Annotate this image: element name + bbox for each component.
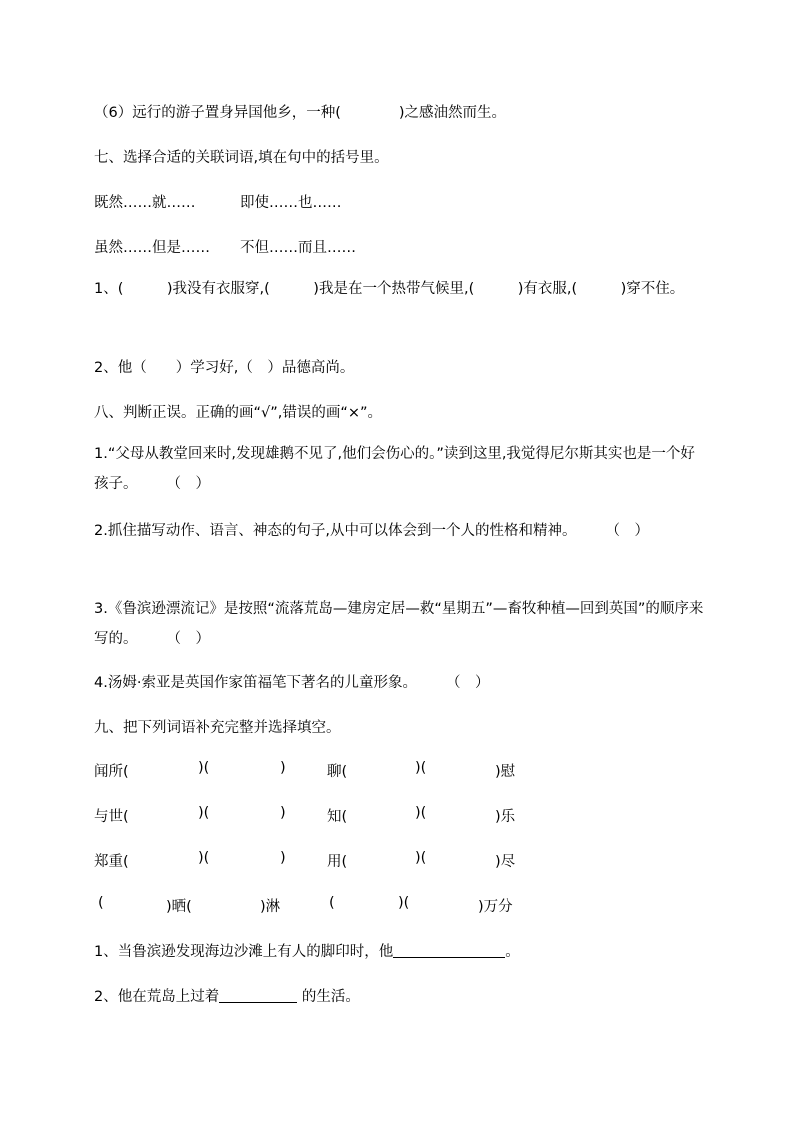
word-cell: )万分 (478, 899, 513, 915)
word-cell: 聊( (327, 764, 348, 780)
fill-in-text: 。 (505, 944, 520, 960)
word-cell: )尽 (495, 854, 516, 870)
option: 即使……也…… (240, 195, 342, 211)
fill-in-text: 的生活。 (297, 989, 360, 1005)
word-cell: )淋 (260, 899, 281, 915)
conjunction-options-row-1 (94, 191, 196, 212)
word-row (94, 895, 694, 919)
fill-in-question-1 (94, 940, 520, 961)
fill-in-text: 2、他在荒岛上过着 (94, 989, 220, 1005)
word-cell: )( (198, 850, 210, 866)
word-cell: )( (198, 760, 210, 776)
word-cell: ( (98, 895, 104, 911)
section-7-title: 七、选择合适的关联词语,填在句中的括号里。 (94, 150, 389, 166)
section-8-question-2: 2.抓住描写动作、语言、神态的句子,从中可以体会到一个人的性格和精神。 （ ） (94, 523, 649, 539)
word-row (94, 805, 694, 829)
word-cell: )( (398, 895, 410, 911)
option: 虽然……但是…… (94, 240, 210, 256)
word-cell: ( (329, 895, 335, 911)
word-cell: )晒( (166, 899, 192, 915)
section-8-title: 八、判断正误。正确的画“√”,错误的画“×”。 (94, 405, 383, 421)
conjunction-options-row-2 (94, 236, 210, 257)
word-cell: )乐 (495, 809, 516, 825)
word-cell: )( (415, 805, 427, 821)
section-8-question-4: 4.汤姆·索亚是英国作家笛福笔下著名的儿童形象。 （ ） (94, 675, 490, 691)
answer-blank[interactable] (219, 987, 297, 1003)
word-cell: )( (415, 760, 427, 776)
word-cell: 知( (327, 809, 348, 825)
option: 不但……而且…… (240, 240, 356, 256)
option: 既然……就…… (94, 195, 196, 211)
word-cell: )( (198, 805, 210, 821)
answer-blank[interactable] (393, 942, 505, 958)
section-7-question-1: 1、( )我没有衣服穿,( )我是在一个热带气候里,( )有衣服,( )穿不住。 (94, 281, 685, 297)
section-7-question-2: 2、他（ ）学习好,（ ）品德高尚。 (94, 360, 355, 376)
question-item-6: （6）远行的游子置身异国他乡，一种( )之感油然而生。 (94, 105, 507, 121)
word-cell: )慰 (495, 764, 516, 780)
word-cell: ) (280, 760, 286, 776)
word-cell: 闻所( (94, 764, 129, 780)
section-9-title: 九、把下列词语补充完整并选择填空。 (94, 720, 341, 736)
word-cell: 用( (327, 854, 348, 870)
section-8-question-3: 3.《鲁滨逊漂流记》是按照“流落荒岛—建房定居—救“星期五”—畜牧种植—回到英国”的顺序来写的。 （ ） (94, 601, 704, 647)
word-cell: ) (280, 805, 286, 821)
section-8-question-1: 1.“父母从教堂回来时,发现雄鹅不见了,他们会伤心的。”读到这里,我觉得尼尔斯其实也是一个好孩子。 （ ） (94, 446, 695, 492)
fill-in-question-2 (94, 985, 360, 1006)
word-cell: )( (415, 850, 427, 866)
fill-in-text: 1、当鲁滨逊发现海边沙滩上有人的脚印时，他 (94, 944, 394, 960)
word-cell: 郑重( (94, 854, 129, 870)
word-row (94, 760, 694, 784)
word-cell: 与世( (94, 809, 129, 825)
word-row (94, 850, 694, 874)
word-cell: ) (280, 850, 286, 866)
